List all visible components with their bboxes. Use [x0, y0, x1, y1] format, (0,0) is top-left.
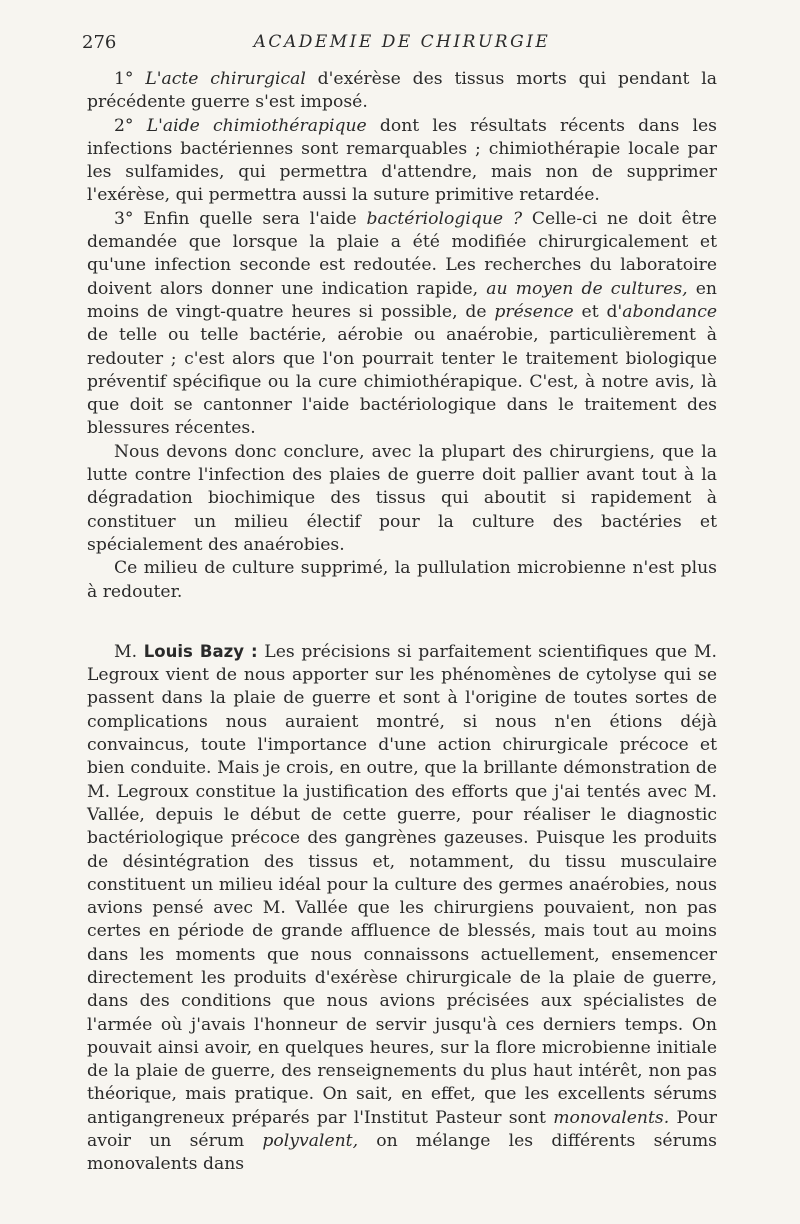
paragraph-2-italic: L'aide chimiothérapique — [146, 115, 367, 136]
paragraph-3-italic-h: abondance — [622, 301, 717, 322]
paragraph-1-text: d'exérèse des tissus morts qui pendant la précédente guerre s'est imposé. — [87, 69, 718, 113]
speaker-name: Louis Bazy : — [143, 641, 258, 661]
paragraph-1-number: 1° — [114, 69, 134, 89]
paragraph-6 — [87, 640, 717, 1177]
running-title: ACADEMIE DE CHIRURGIE — [253, 32, 551, 52]
paragraph-3-italic-b: bactériologique ? — [366, 208, 523, 229]
paragraph-6-text-a: Les précisions si parfaitement scientifiques que M. Legroux vient de nous apporter sur les phénomènes de cytolyse qui se passent dans la plaie de guerre et sont à l'origine de toutes sortes de complications nous auraient montré, si nous n'en étions déjà convaincus, toute l'importance d'une action chirurgicale précoce et bien conduite. Mais je crois, en outre, que la brillante démonstration de M. Legroux constitue la justification des efforts que j'ai tentés avec M. Vallée, depuis le début de cette guerre, pour réaliser le diagnostic bactériologique précoce des gangrènes gazeuses. Puisque les produits de désintégration des tissus et, notamment, du tissu musculaire constituent un milieu idéal pour la culture des germes anaérobies, nous avions pensé avec M. Vallée que les chirurgiens pouvaient, non pas certes en période de grande affluence de blessés, mais tout au moins dans les moments que nous connaissons actuellement, ensemencer directement les produits d'exérèse chirurgicale de la plaie de guerre, dans des conditions que nous avions précisées aux spécialistes de l'armée où j'avais l'honneur de servir jusqu'à ces derniers temps. On pouvait ainsi avoir, en quelques heures, sur la flore microbienne initiale de la plaie de guerre, des renseignements du plus haut intérêt, non pas théorique, mais pratique. On sait, en effet, que les excellents sérums antigangreneux préparés par l'Institut Pasteur sont — [87, 641, 717, 1128]
paragraph-3-text-a: 3° Enfin quelle sera l'aide — [114, 208, 357, 229]
paragraph-6-text-e: on mélange les différents sérums monovalents dans — [87, 1131, 717, 1175]
paragraph-3-italic-f: présence — [494, 301, 574, 322]
paragraph-4: Nous devons donc conclure, avec la plupart des chirurgiens, que la lutte contre l'infection des plaies de guerre doit pallier avant tout à la dégradation biochimique des tissus qui aboutit si rapidement à constituer un milieu électif pour la culture des bactéries et spécialement des anaérobies. — [87, 441, 717, 555]
page-header — [82, 30, 722, 60]
paragraph-3-italic-d: au moyen de cultures, — [486, 278, 688, 299]
paragraph-3-text-g: et d' — [581, 301, 623, 322]
speaker-prefix: M. — [114, 641, 138, 662]
paragraph-3-text-i: de telle ou telle bactérie, aérobie ou anaérobie, particulièrement à redouter ; c'est alors que l'on pourrait tenter le traitement biologique préventif spécifique ou la cure chimiothérapique. C'est, à notre avis, là que doit se cantonner l'aide bactériologique dans le traitement des blessures récentes. — [87, 325, 717, 439]
paragraph-1 — [87, 68, 717, 115]
paragraph-2 — [87, 115, 717, 208]
body-text — [87, 68, 717, 1177]
paragraph-6-italic-d: polyvalent, — [262, 1131, 359, 1152]
paragraph-6-text-c: Pour avoir un sérum — [87, 1107, 718, 1152]
paragraph-1-italic: L'acte chirurgical — [145, 69, 306, 89]
paragraph-3 — [87, 208, 717, 441]
paragraph-3-text-c: Celle-ci ne doit être demandée que lorsque la plaie a été modifiée chirurgicalement et qu'une infection seconde est redoutée. Les recherches du laboratoire doivent alors donner une indication rapide, — [87, 208, 717, 299]
paragraph-6-italic-b: monovalents. — [553, 1107, 670, 1128]
paragraph-2-text: dont les résultats récents dans les infections bactériennes sont remarquables ; chimiothérapie locale par les sulfamides, qui permettra d'attendre, mais non de supprimer l'exérèse, qui permettra aussi la suture primitive retardée. — [87, 115, 717, 206]
paragraph-5: Ce milieu de culture supprimé, la pullulation microbienne n'est plus à redouter. — [87, 558, 717, 602]
paragraph-3-text-e: en moins de vingt-quatre heures si possible, de — [87, 278, 718, 322]
page-number: 276 — [82, 32, 117, 53]
paragraph-2-number: 2° — [114, 115, 134, 136]
